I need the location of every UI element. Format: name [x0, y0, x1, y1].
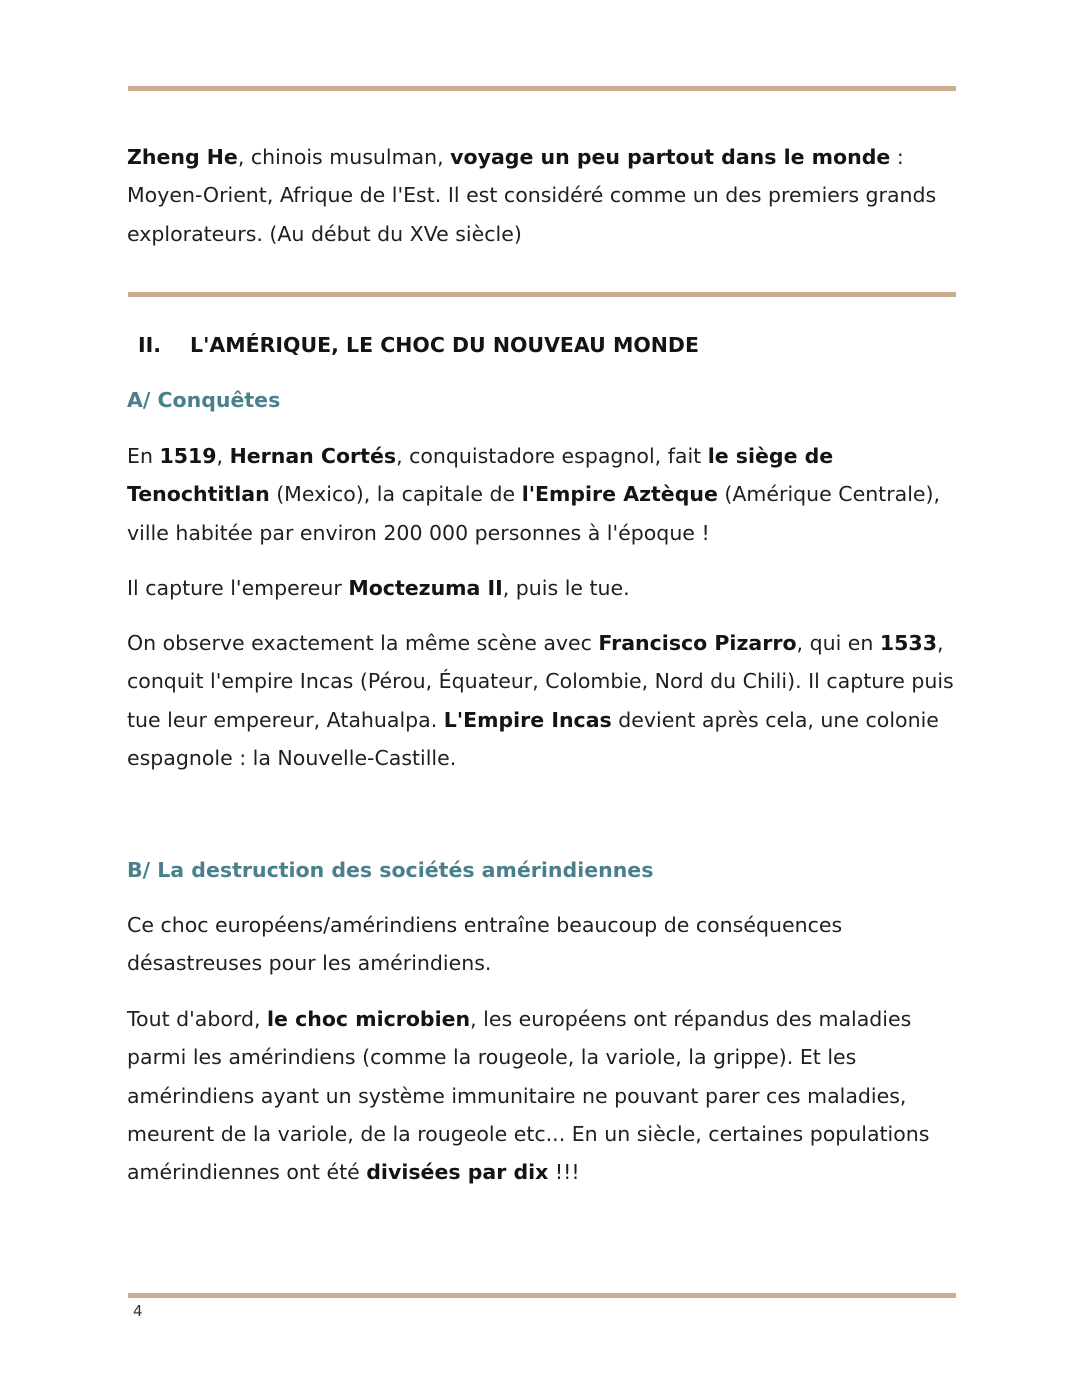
bottom-divider [128, 1293, 956, 1298]
subsection-a-title: A/ Conquêtes [127, 388, 281, 412]
conquest-paragraph-2: Il capture l'empereur Moctezuma II, puis le tue. [127, 576, 630, 600]
conquest-paragraph-1: En 1519, Hernan Cortés, conquistadore espagnol, fait le siège de Tenochtitlan (Mexico), la capitale de l'Empire Aztèque (Amérique Centrale), ville habitée par environ 200 000 personnes à l'époque ! [127, 444, 941, 545]
top-divider [128, 86, 956, 91]
page-number: 4 [133, 1302, 143, 1320]
section-heading [138, 333, 699, 357]
section-number: II. [138, 333, 162, 357]
section-title: L'AMÉRIQUE, LE CHOC DU NOUVEAU MONDE [190, 333, 699, 357]
intro-paragraph: Zheng He, chinois musulman, voyage un peu partout dans le monde : Moyen-Orient, Afrique de l'Est. Il est considéré comme un des premiers grands explorateurs. (Au début du XVe siècle) [127, 145, 937, 246]
destruction-paragraph-1: Ce choc européens/amérindiens entraîne beaucoup de conséquences désastreuses pour les amérindiens. [127, 913, 843, 976]
conquest-paragraph-3: On observe exactement la même scène avec Francisco Pizarro, qui en 1533, conquit l'empire Incas (Pérou, Équateur, Colombie, Nord du Chili). Il capture puis tue leur empereur, Atahualpa. L'Empire Incas devient après cela, une colonie espagnole : la Nouvelle-Castille. [127, 631, 954, 770]
section-divider [128, 292, 956, 297]
subsection-b-title: B/ La destruction des sociétés amérindiennes [127, 858, 654, 882]
destruction-paragraph-2: Tout d'abord, le choc microbien, les européens ont répandus des maladies parmi les amérindiens (comme la rougeole, la variole, la grippe). Et les amérindiens ayant un système immunitaire ne pouvant parer ces maladies, meurent de la variole, de la rougeole etc... En un siècle, certaines populations amérindiennes ont été divisées par dix !!! [127, 1007, 930, 1185]
